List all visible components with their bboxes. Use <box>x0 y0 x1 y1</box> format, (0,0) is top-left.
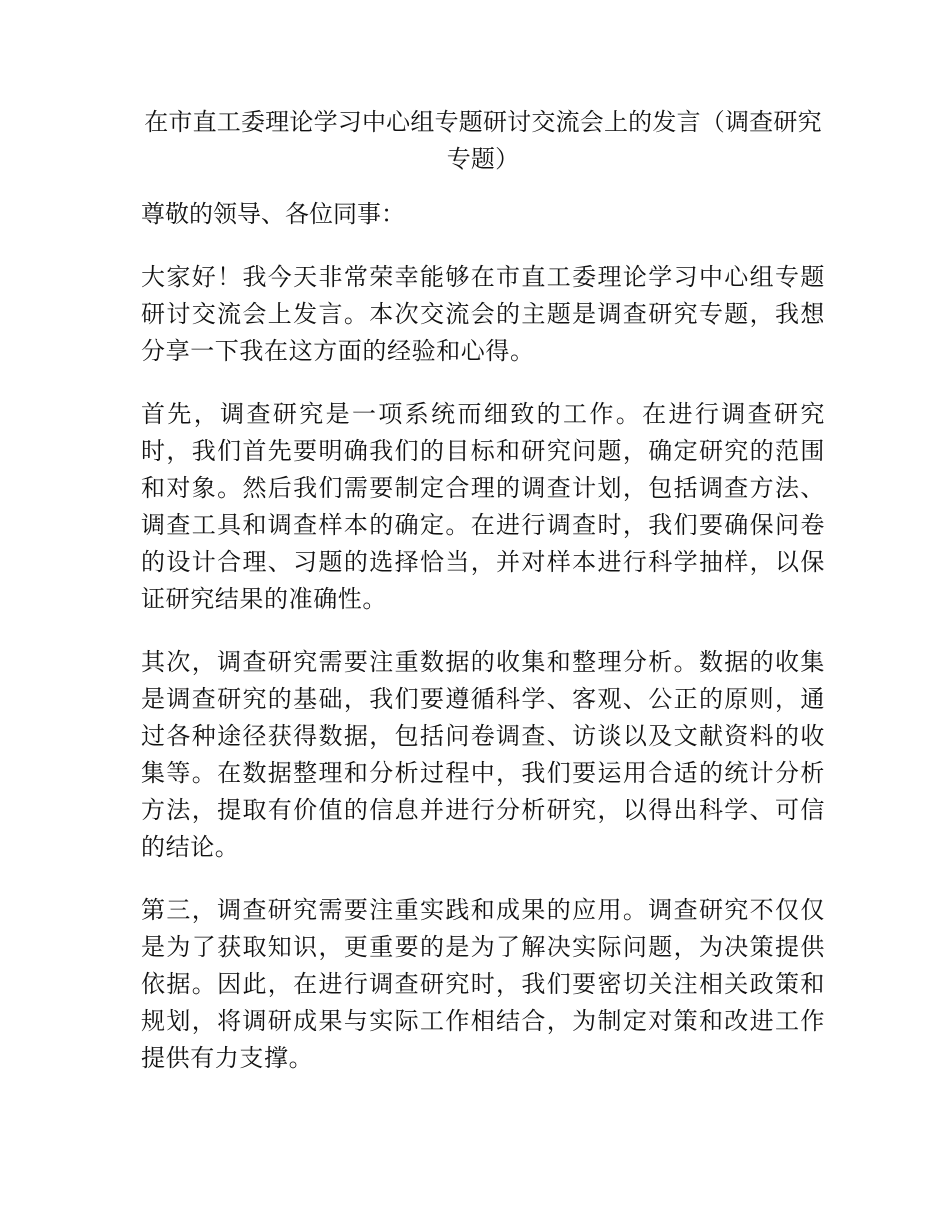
salutation: 尊敬的领导、各位同事： <box>141 200 405 228</box>
document-title: 在市直工委理论学习中心组专题研讨交流会上的发言（调查研究专题） <box>144 108 822 173</box>
document-body <box>141 104 825 1077</box>
paragraph-third-point: 第三，调查研究需要注重实践和成果的应用。调查研究不仅仅是为了获取知识，更重要的是为了解决实际问题，为决策提供依据。因此，在进行调查研究时，我们要密切关注相关政策和规划，将调研成果与实际工作相结合，为制定对策和改进工作提供有力支撑。 <box>141 896 825 1072</box>
paragraph-second-point: 其次，调查研究需要注重数据的收集和整理分析。数据的收集是调查研究的基础，我们要遵循科学、客观、公正的原则，通过各种途径获得数据，包括问卷调查、访谈以及文献资料的收集等。在数据整理和分析过程中，我们要运用合适的统计分析方法，提取有价值的信息并进行分析研究，以得出科学、可信的结论。 <box>141 648 825 861</box>
paragraph-first-point: 首先，调查研究是一项系统而细致的工作。在进行调查研究时，我们首先要明确我们的目标和研究问题，确定研究的范围和对象。然后我们需要制定合理的调查计划，包括调查方法、调查工具和调查样本的确定。在进行调查时，我们要确保问卷的设计合理、习题的选择恰当，并对样本进行科学抽样，以保证研究结果的准确性。 <box>141 400 825 613</box>
paragraph-opening: 大家好！我今天非常荣幸能够在市直工委理论学习中心组专题研讨交流会上发言。本次交流会的主题是调查研究专题，我想分享一下我在这方面的经验和心得。 <box>141 263 825 365</box>
